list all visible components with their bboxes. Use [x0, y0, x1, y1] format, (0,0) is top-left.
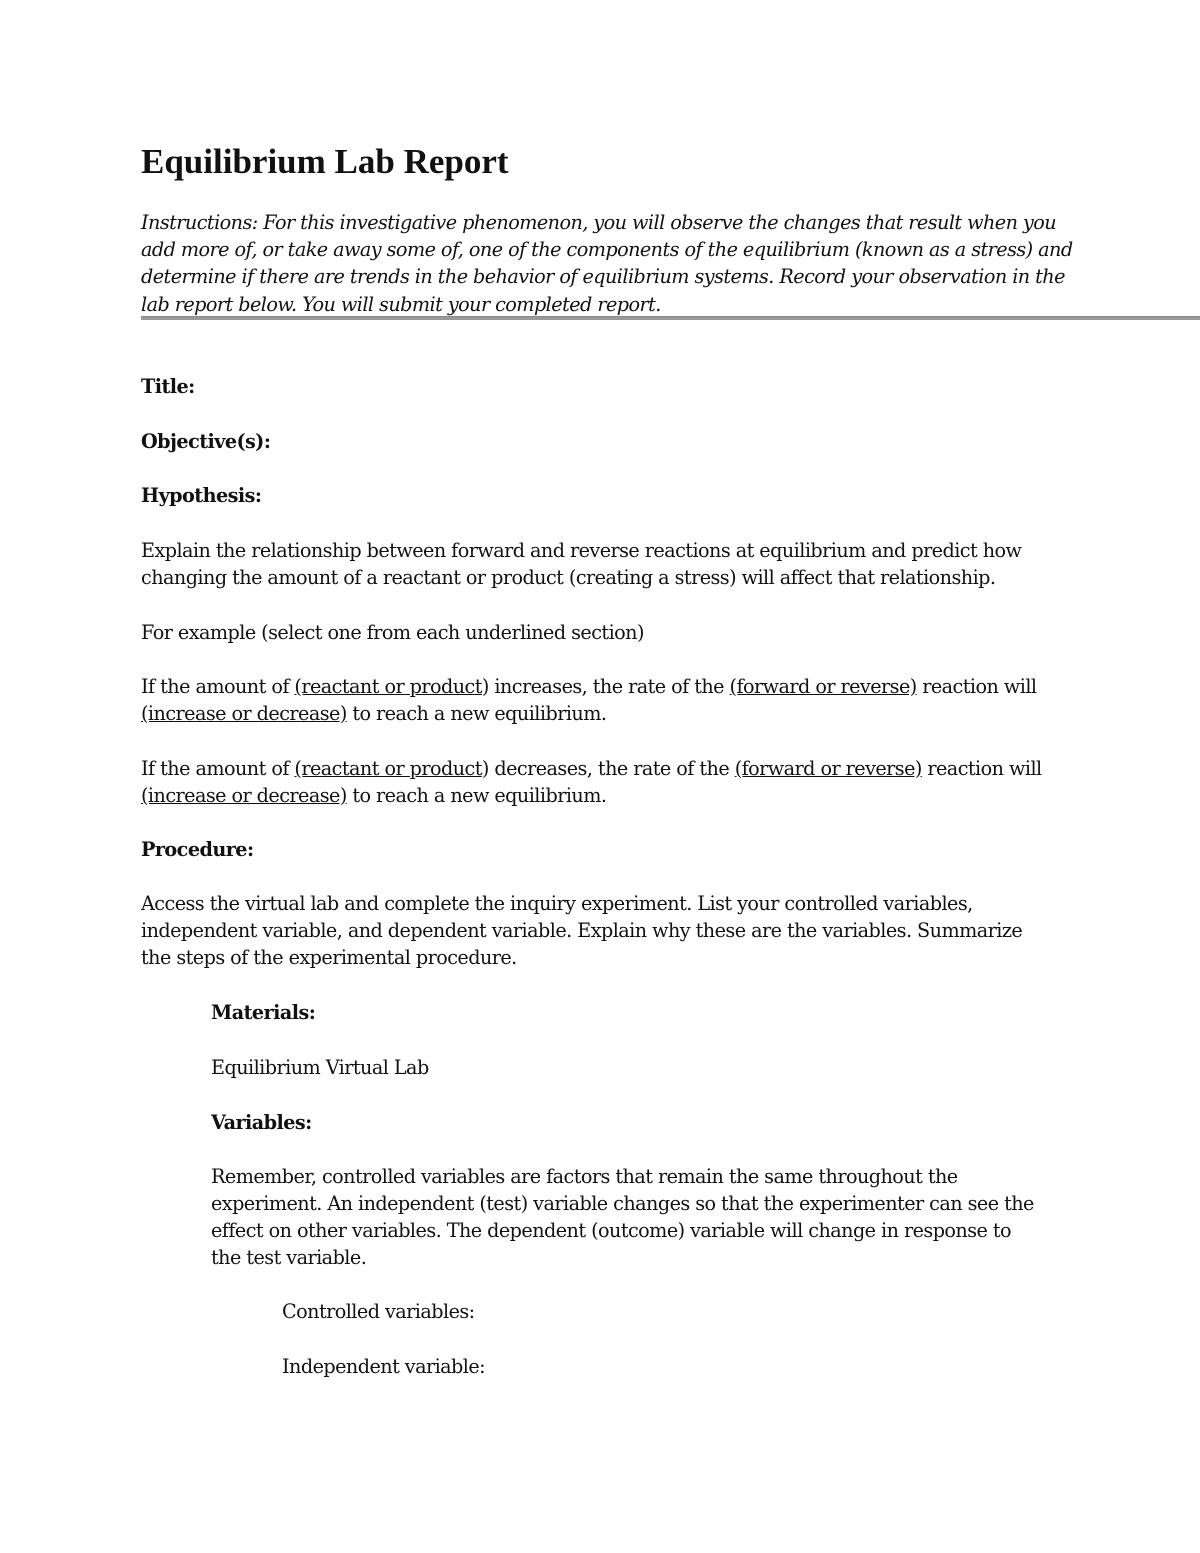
example-intro: For example (select one from each underlined section) — [141, 621, 644, 644]
example-1-text-a: If the amount of — [141, 675, 295, 698]
materials-label: Materials: — [211, 1001, 316, 1024]
example-2-text-d: to reach a new equilibrium. — [346, 784, 607, 807]
variables-text-line-2: experiment. An independent (test) variable changes so that the experimenter can see the — [211, 1192, 1034, 1215]
document-title: Equilibrium Lab Report — [141, 142, 509, 181]
independent-variable-label: Independent variable: — [282, 1355, 486, 1378]
procedure-text-line-2: independent variable, and dependent variable. Explain why these are the variables. Summarize — [141, 919, 1023, 942]
section-divider — [141, 316, 1200, 320]
variables-label: Variables: — [211, 1111, 312, 1134]
procedure-text-line-3: the steps of the experimental procedure. — [141, 946, 517, 969]
materials-text: Equilibrium Virtual Lab — [211, 1056, 429, 1079]
variables-text-line-3: effect on other variables. The dependent (outcome) variable will change in response to — [211, 1219, 1012, 1242]
controlled-variables-label: Controlled variables: — [282, 1300, 475, 1323]
hypothesis-label: Hypothesis: — [141, 484, 262, 507]
variables-text-line-4: the test variable. — [211, 1246, 367, 1269]
example-2-choice-forward-reverse: (forward or reverse) — [734, 757, 922, 780]
example-2-choice-reactant-product: (reactant or product — [294, 757, 482, 780]
example-1-choice-reactant-product: (reactant or product — [294, 675, 482, 698]
title-label: Title: — [141, 375, 195, 398]
procedure-text-line-1: Access the virtual lab and complete the inquiry experiment. List your controlled variables, — [141, 892, 973, 915]
example-2-choice-increase-decrease: (increase or decrease) — [141, 784, 347, 807]
example-1-text-b: ) increases, the rate of the — [481, 675, 730, 698]
example-2-text-c: reaction will — [921, 757, 1042, 780]
example-2-text-a: If the amount of — [141, 757, 295, 780]
hypothesis-text-line-2: changing the amount of a reactant or product (creating a stress) will affect that relationship. — [141, 566, 996, 589]
procedure-label: Procedure: — [141, 838, 254, 861]
example-1-text-d: to reach a new equilibrium. — [346, 702, 607, 725]
example-1-line-1 — [141, 673, 1037, 700]
objectives-label: Objective(s): — [141, 430, 271, 453]
instructions-paragraph: Instructions: For this investigative phenomenon, you will observe the changes that result when you add more of, or take away some of, one of the components of the equilibrium (known as a stress) and determine if there are trends in the behavior of equilibrium systems. Record your observation in the lab report below. You will submit your completed report. — [141, 211, 1073, 316]
example-1-line-2 — [141, 700, 606, 727]
example-2-text-b: ) decreases, the rate of the — [481, 757, 735, 780]
variables-text-line-1: Remember, controlled variables are factors that remain the same throughout the — [211, 1165, 958, 1188]
example-2-line-2 — [141, 782, 606, 809]
example-1-text-c: reaction will — [916, 675, 1037, 698]
example-1-choice-increase-decrease: (increase or decrease) — [141, 702, 347, 725]
hypothesis-text-line-1: Explain the relationship between forward and reverse reactions at equilibrium and predict how — [141, 539, 1022, 562]
example-2-line-1 — [141, 755, 1042, 782]
example-1-choice-forward-reverse: (forward or reverse) — [729, 675, 917, 698]
